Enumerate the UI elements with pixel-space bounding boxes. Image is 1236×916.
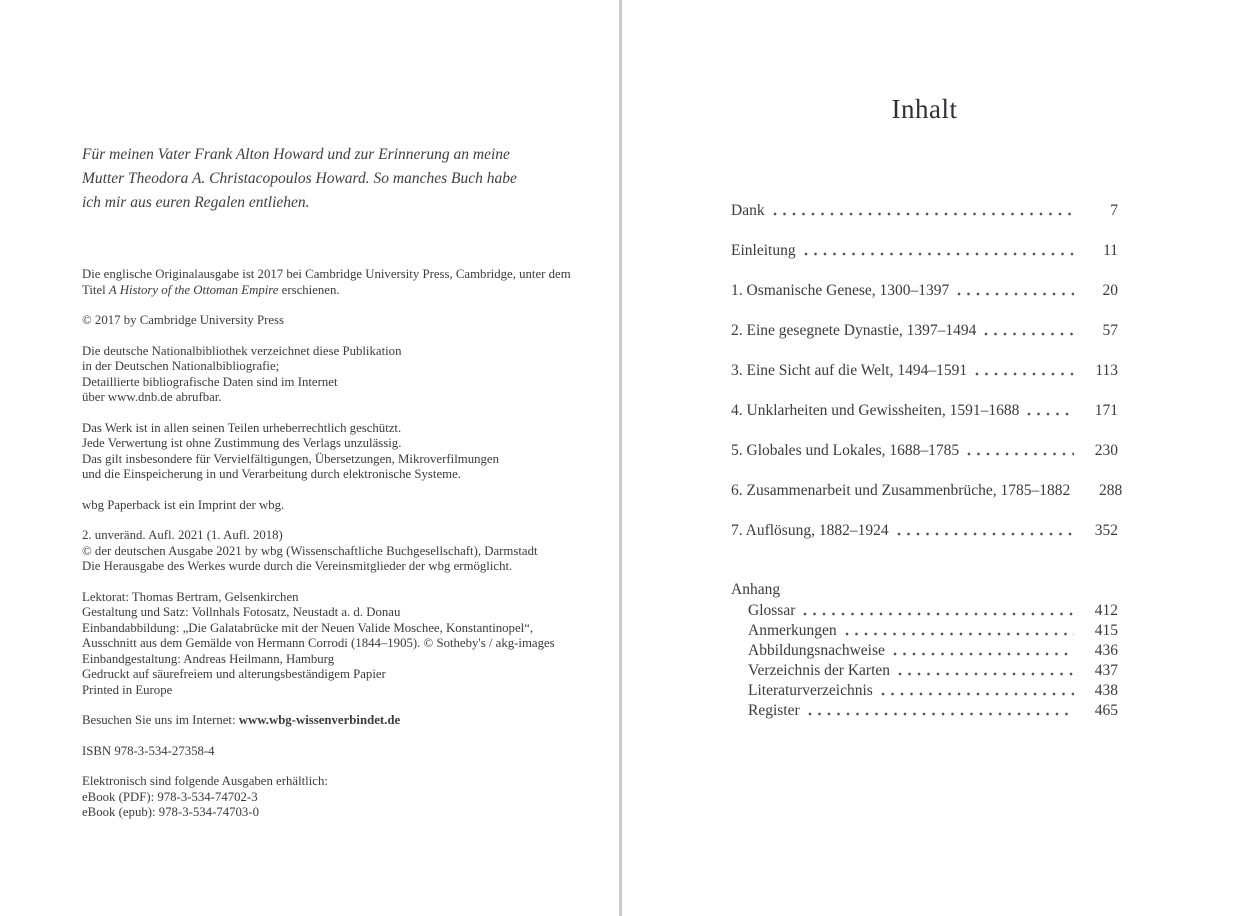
toc-entry-page: 113 [1095,362,1118,379]
dedication-line: ich mir aus euren Regalen entliehen. [82,194,310,211]
toc-entry-page: 412 [1094,602,1118,619]
toc-entry-label: 1. Osmanische Genese, 1300–1397 [731,282,950,299]
dot-leader [773,206,1074,217]
toc-entry-label: Literaturverzeichnis [748,682,873,699]
imprint-page [82,143,587,836]
copyright-original: © 2017 by Cambridge University Press [82,313,285,327]
toc-entry-page: 230 [1094,442,1118,459]
edition-line: 2. unveränd. Aufl. 2021 (1. Aufl. 2018) [82,528,283,542]
toc-entry [731,443,1118,458]
dot-leader [804,246,1074,257]
edition-line: © der deutschen Ausgabe 2021 by wbg (Wissenschaftliche Buchgesellschaft), Darmstadt [82,543,538,558]
dot-leader [881,686,1074,697]
toc-entry [748,603,1118,618]
website-url: www.wbg-wissenverbindet.de [238,713,401,727]
original-title: A History of the Ottoman Empire [108,282,279,297]
dot-leader [808,706,1074,717]
toc-entry-label: 4. Unklarheiten und Gewissheiten, 1591–1688 [731,402,1020,419]
dnb-line: Detaillierte bibliografische Daten sind im Internet [82,374,338,389]
toc-entry-label: Verzeichnis der Karten [748,662,891,679]
toc-entry-label: Dank [731,202,765,219]
toc-entry [748,663,1118,678]
toc-entry-page: 20 [1102,282,1118,299]
rights-paragraph [82,421,587,483]
dot-leader [897,526,1074,537]
ebook-line: Elektronisch sind folgende Ausgaben erhältlich: [82,774,328,788]
toc-entry-label: Anmerkungen [748,622,837,639]
ebook-line: eBook (epub): 978-3-534-74703-0 [82,805,259,819]
toc-entry-label: 5. Globales und Lokales, 1688–1785 [731,442,960,459]
toc-entry-page: 415 [1094,622,1118,639]
toc-entry-label: 7. Auflösung, 1882–1924 [731,522,889,539]
rights-line: Das Werk ist in allen seinen Teilen urheberrechtlich geschützt. [82,420,402,435]
imprint-note: wbg Paperback ist ein Imprint der wbg. [82,497,285,512]
toc-entry-label: Abbildungsnachweise [748,642,885,659]
appendix-heading: Anhang [731,581,781,598]
original-edition-suffix: erschienen. [278,282,340,297]
credits-line: Lektorat: Thomas Bertram, Gelsenkirchen [82,589,299,604]
toc-entry [731,482,1123,499]
toc-entry [731,403,1118,418]
credits-paragraph [82,590,587,699]
credits-line: Ausschnitt aus dem Gemälde von Hermann Corrodi (1844–1905). © Sotheby's / akg-images [82,636,555,650]
website-prefix: Besuchen Sie uns im Internet: [82,713,239,727]
toc-entry [731,523,1118,538]
dedication-line: Für meinen Vater Frank Alton Howard und zur Erinnerung an meine [82,146,510,163]
dedication [82,143,587,215]
dot-leader [803,606,1074,617]
rights-line: Jede Verwertung ist ohne Zustimmung des Verlags unzulässig. [82,436,402,450]
dnb-line: Die deutsche Nationalbibliothek verzeichnet diese Publikation [82,343,402,358]
page-divider [619,0,622,916]
toc-entry [731,243,1118,258]
toc-entry [731,323,1118,338]
toc-entry-page: 171 [1094,402,1118,419]
toc-entry [731,363,1118,378]
toc-entry-label: 3. Eine Sicht auf die Welt, 1494–1591 [731,362,968,379]
toc-entry-label: Glossar [748,602,796,619]
toc-entry [731,283,1118,298]
credits-line: Einbandgestaltung: Andreas Heilmann, Hamburg [82,651,335,666]
toc-entry-label: 2. Eine gesegnete Dynastie, 1397–1494 [731,322,977,339]
toc-entry-label: Register [748,702,800,719]
dot-leader [845,626,1074,637]
dedication-line: Mutter Theodora A. Christacopoulos Howard. So manches Buch habe [82,170,517,187]
toc-title: Inhalt [891,94,958,124]
toc-entry-page: 436 [1094,642,1118,659]
credits-line: Gestaltung und Satz: Vollnhals Fotosatz, Neustadt a. d. Donau [82,605,401,619]
imprint-block [82,267,587,821]
toc-entry-page: 465 [1094,702,1118,719]
toc-entry [748,683,1118,698]
ebook-paragraph [82,774,587,821]
isbn: ISBN 978-3-534-27358-4 [82,743,215,758]
dnb-line: über www.dnb.de abrufbar. [82,390,222,404]
dot-leader [975,366,1074,377]
toc-entry-page: 11 [1103,242,1118,259]
toc-entry-label: Einleitung [731,242,796,259]
toc-entry-page: 352 [1094,522,1118,539]
original-edition-prefix: Die englische Originalausgabe ist 2017 bei Cambridge University Press, Cambridge, unter dem Titel [82,267,571,297]
toc-list [731,202,1123,539]
rights-line: und die Einspeicherung in und Verarbeitung durch elektronische Systeme. [82,467,461,481]
dot-leader [957,286,1074,297]
dot-leader [898,666,1074,677]
toc-entry-page: 438 [1094,682,1118,699]
toc-entry [748,703,1118,718]
toc-entry-page: 7 [1110,202,1118,219]
dot-leader [967,446,1074,457]
dot-leader [1027,406,1074,417]
toc-entry-page: 288 [1098,482,1123,499]
toc-entry [731,203,1118,218]
credits-line: Gedruckt auf säurefreiem und alterungsbeständigem Papier [82,667,386,681]
dot-leader [893,646,1074,657]
toc-entry [748,643,1118,658]
toc-entry-page: 437 [1094,662,1118,679]
credits-line: Printed in Europe [82,682,173,697]
rights-line: Das gilt insbesondere für Vervielfältigungen, Übersetzungen, Mikroverfilmungen [82,451,499,466]
edition-line: Die Herausgabe des Werkes wurde durch die Vereinsmitglieder der wbg ermöglicht. [82,559,513,573]
dnb-paragraph [82,344,587,406]
toc-page [731,92,1123,723]
toc-appendix [731,582,1118,718]
toc-entry-page: 57 [1102,322,1118,339]
dnb-line: in der Deutschen Nationalbibliografie; [82,359,280,373]
original-edition-paragraph [82,267,587,298]
credits-line: Einbandabbildung: „Die Galatabrücke mit der Neuen Valide Moschee, Konstantinopel“, [82,620,534,635]
ebook-line: eBook (PDF): 978-3-534-74702-3 [82,789,258,804]
toc-entry-label: 6. Zusammenarbeit und Zusammenbrüche, 1785–1882 [731,482,1071,499]
dot-leader [984,326,1074,337]
toc-entry [748,623,1118,638]
edition-paragraph [82,528,587,575]
website-paragraph [82,713,587,729]
